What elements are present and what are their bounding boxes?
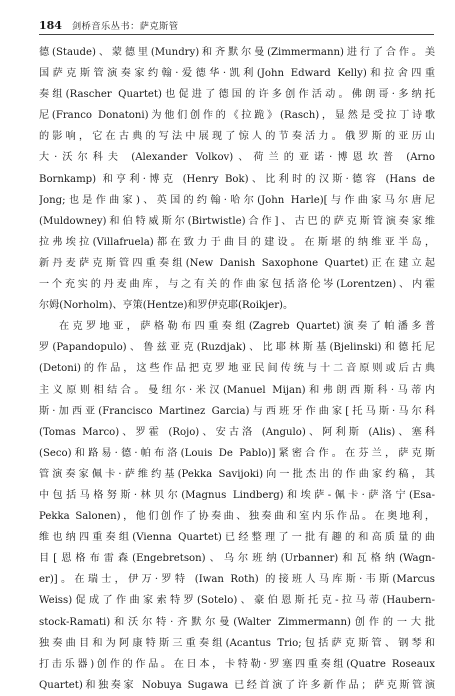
text-line: 德(Staude)、蒙德里(Mundry)和齐默尔曼(Zimmermann)进行了合作。美 <box>39 47 435 58</box>
header-rule <box>39 34 434 35</box>
text-line: (Detoni)的作品，这些作品把克罗地亚民间传统与十二音原则或后古典 <box>39 363 435 375</box>
text-line: 拉弗埃拉(Villafruela)都在致力于曲目的建设。在斯堪的纳维亚半岛， <box>39 236 435 248</box>
text-line: 斯·加西亚(Francisco Martinez Garcia)与西班牙作曲家[托马斯·马尔科 <box>39 405 435 417</box>
text-line: er)]。在瑞士，伊万·罗特 (Iwan Roth) 的接班人马库斯·韦斯(Marcus <box>39 574 435 586</box>
text-line: 国萨克斯管演奏家约翰·爱德华·凯利(John Edward Kelly)和拉舍四重 <box>39 68 435 80</box>
page-header <box>39 18 179 32</box>
text-line: Pekka Salonen)，他们创作了协奏曲、独奏曲和室内乐作品。在奥地利， <box>39 511 435 523</box>
text-line: 中包括马格努斯·林贝尔(Magnus Lindberg)和埃萨-佩卡·萨洛宁(Esa- <box>39 489 435 501</box>
text-line: 目[恩格布雷森(Engebretson)、乌尔班纳(Urbanner)和瓦格纳(Wagn- <box>39 553 435 565</box>
text-line: (Seco)和路易·德·帕布洛(Louis De Pablo)]紧密合作。在芬兰，萨克斯 <box>39 447 435 459</box>
text-line: 大·沃尔科夫 (Alexander Volkov)、荷兰的亚诺·博恩坎普 (Arno <box>39 152 435 164</box>
text-line: Jong;也是作曲家)、英国的约翰·哈尔(John Harle)[与作曲家马尔唐尼 <box>39 194 435 206</box>
text-line: 尼(Franco Donatoni)为他们创作的《拉跪》(Rasch)，显然是受拉丁诗歌 <box>39 110 435 122</box>
page-number: 184 <box>39 19 62 32</box>
text-line: 一个充实的丹麦曲库，与之有关的作曲家包括洛伦岑(Lorentzen)、内霍 <box>39 279 435 291</box>
text-line: 管演奏家佩卡·萨维约基(Pekka Savijoki)向一批杰出的作曲家约稿，其 <box>39 468 435 480</box>
text-line: stock-Ramati)和沃尔特·齐默尔曼(Walter Zimmermann)创作的一大批 <box>39 616 435 628</box>
running-title: 剑桥音乐丛书：萨克斯管 <box>71 21 179 32</box>
text-line: 打击乐器)创作的作品。在日本，卡特勒·罗塞四重奏组(Quatre Roseaux <box>39 658 435 670</box>
text-line: 的影响，它在古典的写法中展现了惊人的节奏活力。俄罗斯的亚历山 <box>39 131 435 143</box>
text-line: 尔姆(Norholm)、亨策(Hentze)和罗伊克耶(Roikjer)。 <box>39 300 294 312</box>
text-line: 主义原则相结合。曼纽尔·米汉(Manuel Mijan)和弗朗西斯科·马蒂内 <box>39 384 435 396</box>
text-line: 罗(Papandopulo)、鲁兹亚克(Ruzdjak)、比耶林斯基(Bjelinski)和德托尼 <box>39 342 435 354</box>
text-line: 奏组(Rascher Quartet)也促进了德国的许多创作活动。佛朗哥·多纳托 <box>39 89 435 101</box>
text-line: 维也纳四重奏组(Vienna Quartet)已经整理了一批有趣的和高质量的曲 <box>39 532 435 544</box>
text-line: 在克罗地亚，萨格勒布四重奏组(Zagreb Quartet)演奏了帕潘多普 <box>59 321 435 333</box>
text-line: Quartet)和独奏家 Nobuya Sugawa 已经首演了许多新作品；萨克斯管演 <box>39 679 435 691</box>
text-line: (Muldowney)和伯特威斯尔(Birtwistle)合作]、古巴的萨克斯管演奏家维 <box>39 215 435 227</box>
text-line: (Tomas Marco)、罗霍 (Rojo)、安古洛 (Angulo)、阿利斯 (Alis)、塞科 <box>39 426 435 438</box>
text-line: 新丹麦萨克斯管四重奏组(New Danish Saxophone Quartet)正在建立起 <box>39 257 435 269</box>
text-line: Bornkamp) 和亨利·博克 (Henry Bok)、比利时的汉斯·德容 (Hans de <box>39 173 435 185</box>
text-line: Weiss)促成了作曲家索特罗(Sotelo)、豪伯恩斯托克-拉马蒂(Haubern- <box>39 595 435 607</box>
body-text <box>39 42 435 696</box>
text-line: 独奏曲目和为阿康特斯三重奏组(Acantus Trio;包括萨克斯管、钢琴和 <box>39 637 435 649</box>
